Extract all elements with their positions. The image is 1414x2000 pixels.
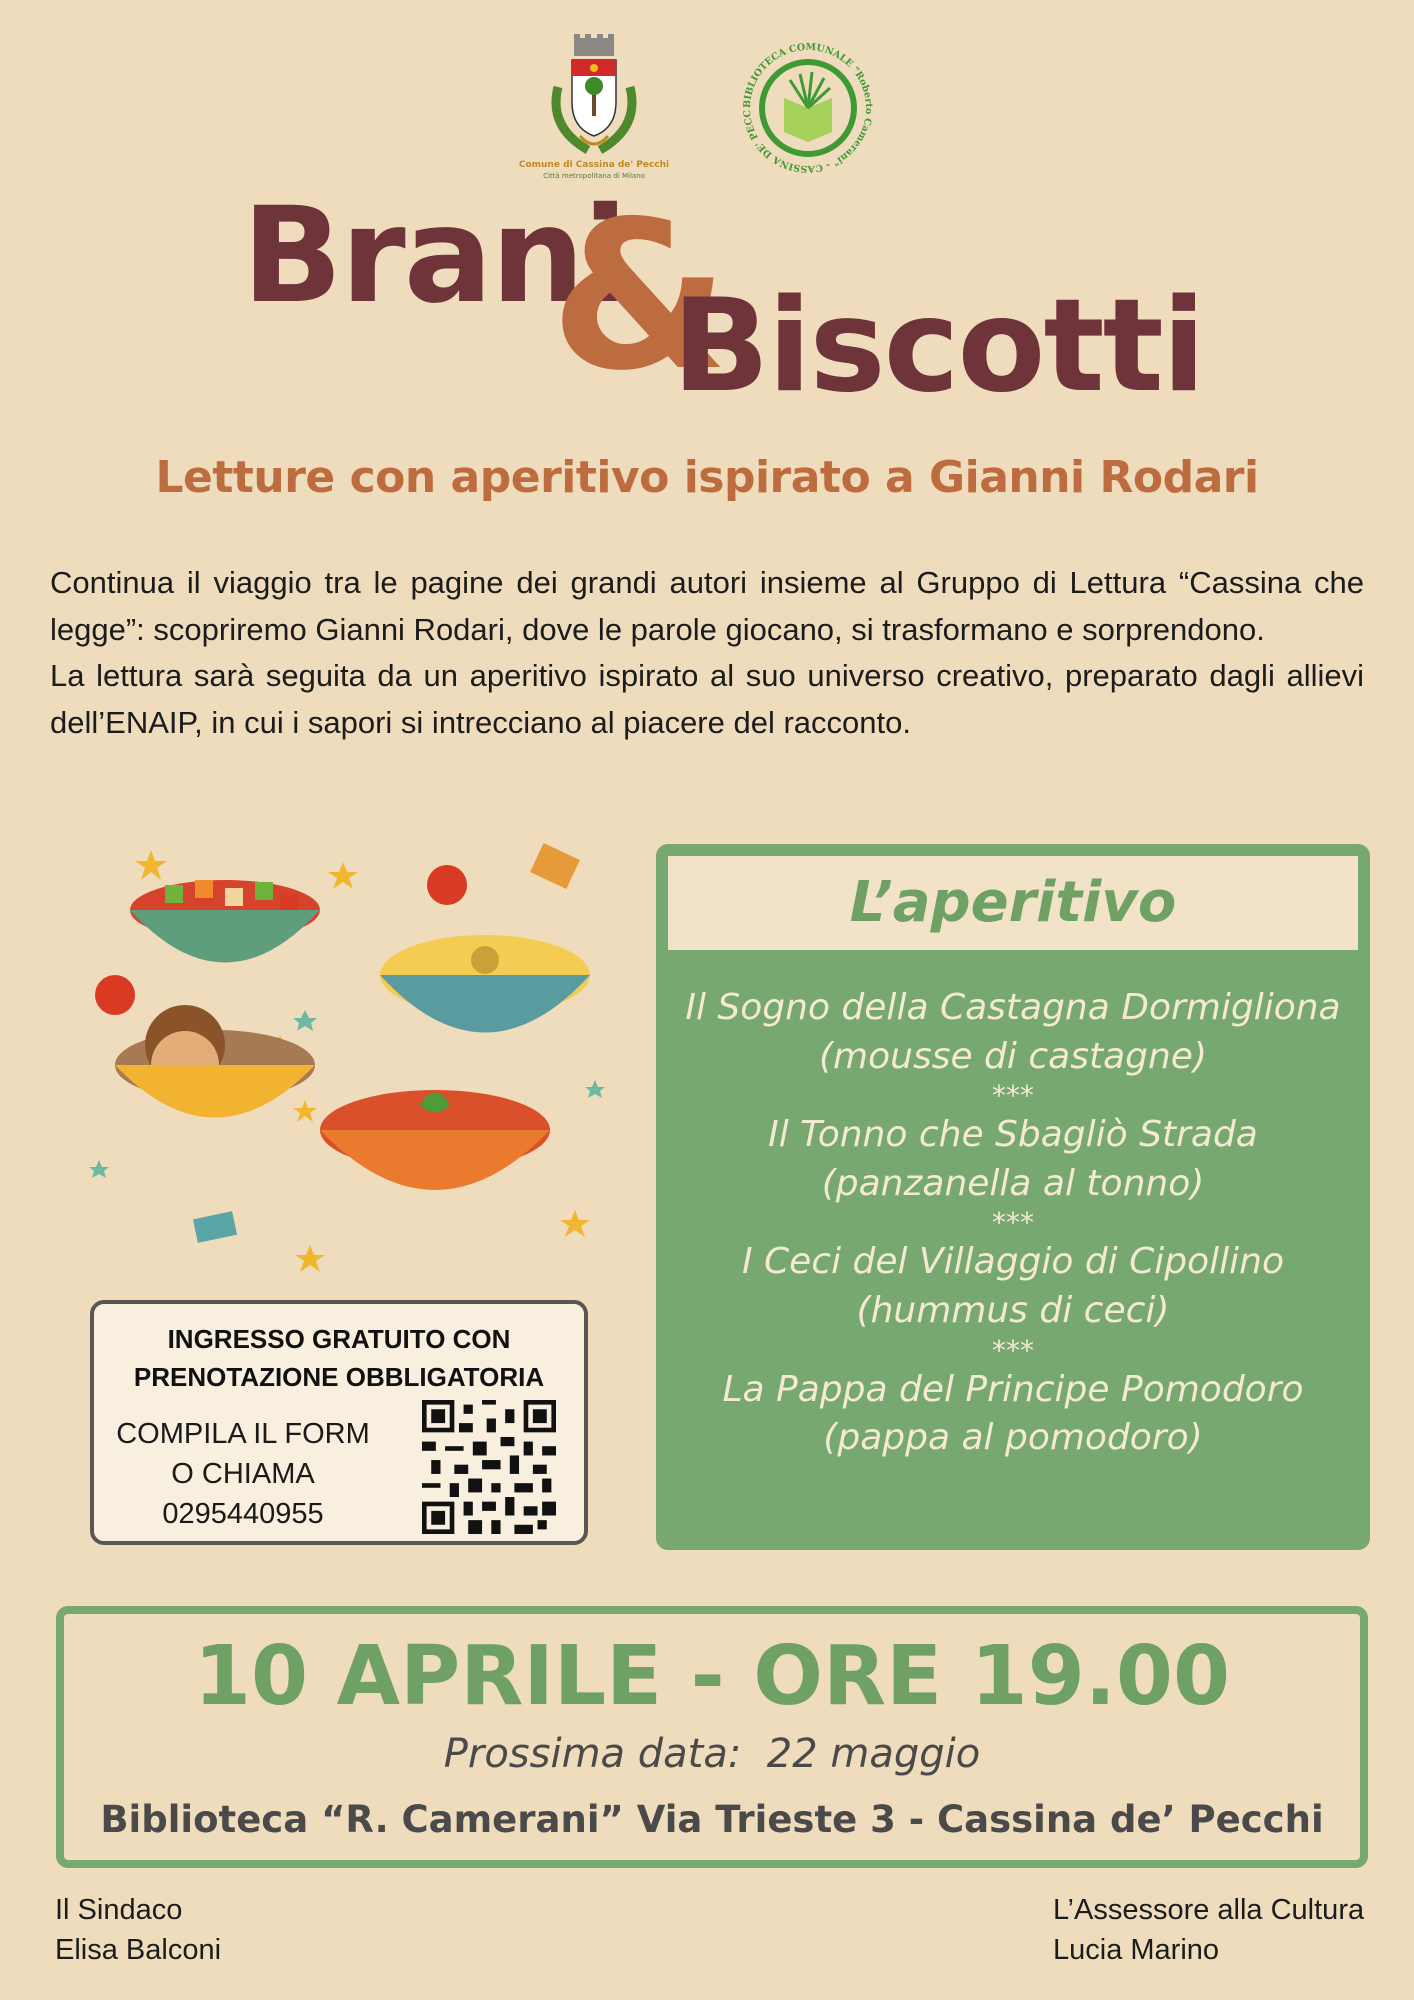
menu-item-name: Il Tonno che Sbagliò Strada bbox=[768, 1114, 1258, 1156]
title-brani: Brani bbox=[242, 179, 627, 333]
intro-paragraph-2: La lettura sarà seguita da un aperitivo ispirato al suo universo creativo, preparato dagli allievi dell’ENAIP, in cui i sapori si intrecciano al piacere del racconto. bbox=[50, 658, 1364, 740]
comune-subtitle: Città metropolitana di Milano bbox=[543, 172, 645, 180]
menu-item bbox=[656, 1111, 1370, 1208]
menu-item-dish: (hummus di ceci) bbox=[856, 1289, 1170, 1331]
menu-list bbox=[656, 984, 1370, 1463]
menu-item-dish: (panzanella al tonno) bbox=[821, 1162, 1205, 1204]
form-line-1: COMPILA IL FORM bbox=[116, 1418, 370, 1450]
menu-item-dish: (pappa al pomodoro) bbox=[823, 1417, 1203, 1459]
mayor-signature bbox=[55, 1890, 221, 1970]
aperitivo-heading: L’aperitivo bbox=[668, 856, 1358, 950]
comune-logo bbox=[518, 32, 670, 184]
menu-item-name: La Pappa del Principe Pomodoro bbox=[722, 1368, 1304, 1410]
menu-item-name: Il Sogno della Castagna Dormigliona bbox=[685, 987, 1341, 1028]
subtitle: Letture con aperitivo ispirato a Gianni Rodari bbox=[155, 452, 1259, 503]
phone-number[interactable]: 0295440955 bbox=[162, 1498, 324, 1530]
form-line-2: O CHIAMA bbox=[171, 1458, 315, 1490]
assessor-role: L’Assessore alla Cultura bbox=[1053, 1894, 1365, 1926]
event-location: Biblioteca “R. Camerani” Via Trieste 3 - Cassina de’ Pecchi bbox=[100, 1798, 1324, 1841]
booking-instructions bbox=[108, 1414, 378, 1534]
title-biscotti: Biscotti bbox=[672, 272, 1204, 421]
menu-item bbox=[656, 984, 1370, 1081]
next-date: Prossima data: 22 maggio bbox=[443, 1731, 981, 1777]
svg-text:BIBLIOTECA COMUNALE "Roberto C: BIBLIOTECA COMUNALE "Roberto Camerani" - CASSINA DE' PECC bbox=[741, 41, 875, 175]
library-book-icon bbox=[738, 38, 878, 178]
mayor-role: Il Sindaco bbox=[55, 1894, 183, 1926]
mayor-name: Elisa Balconi bbox=[55, 1934, 222, 1966]
biblioteca-logo bbox=[738, 38, 878, 178]
aperitivo-menu-panel bbox=[656, 844, 1370, 1550]
event-date-time: 10 APRILE - ORE 19.00 bbox=[193, 1629, 1231, 1724]
qr-code-icon[interactable] bbox=[422, 1400, 556, 1534]
intro-paragraph-1: Continua il viaggio tra le pagine dei grandi autori insieme al Gruppo di Lettura “Cassina che legge”: scopriremo Gianni Rodari, dove le parole giocano, si trasformano e sorprendono. bbox=[50, 565, 1364, 647]
menu-item-dish: (mousse di castagne) bbox=[818, 1035, 1207, 1077]
menu-item bbox=[656, 1366, 1370, 1463]
title-ampersand: & bbox=[550, 178, 729, 416]
intro-text bbox=[50, 560, 1364, 746]
comune-name: Comune di Cassina de' Pecchi bbox=[518, 160, 670, 170]
menu-separator: *** bbox=[992, 1333, 1034, 1367]
menu-separator: *** bbox=[992, 1206, 1034, 1240]
assessor-name: Lucia Marino bbox=[1053, 1934, 1220, 1966]
menu-item-name: I Ceci del Villaggio di Cipollino bbox=[741, 1241, 1285, 1283]
menu-item bbox=[656, 1238, 1370, 1335]
menu-separator: *** bbox=[992, 1079, 1034, 1113]
comune-crest-icon bbox=[518, 32, 670, 162]
food-bowls-illustration bbox=[85, 840, 625, 1280]
assessor-signature bbox=[1053, 1890, 1364, 1970]
event-date-box bbox=[56, 1606, 1368, 1868]
booking-info-box bbox=[90, 1300, 588, 1545]
free-entry-heading: INGRESSO GRATUITO CON PRENOTAZIONE OBBLIGATORIA bbox=[133, 1324, 545, 1392]
